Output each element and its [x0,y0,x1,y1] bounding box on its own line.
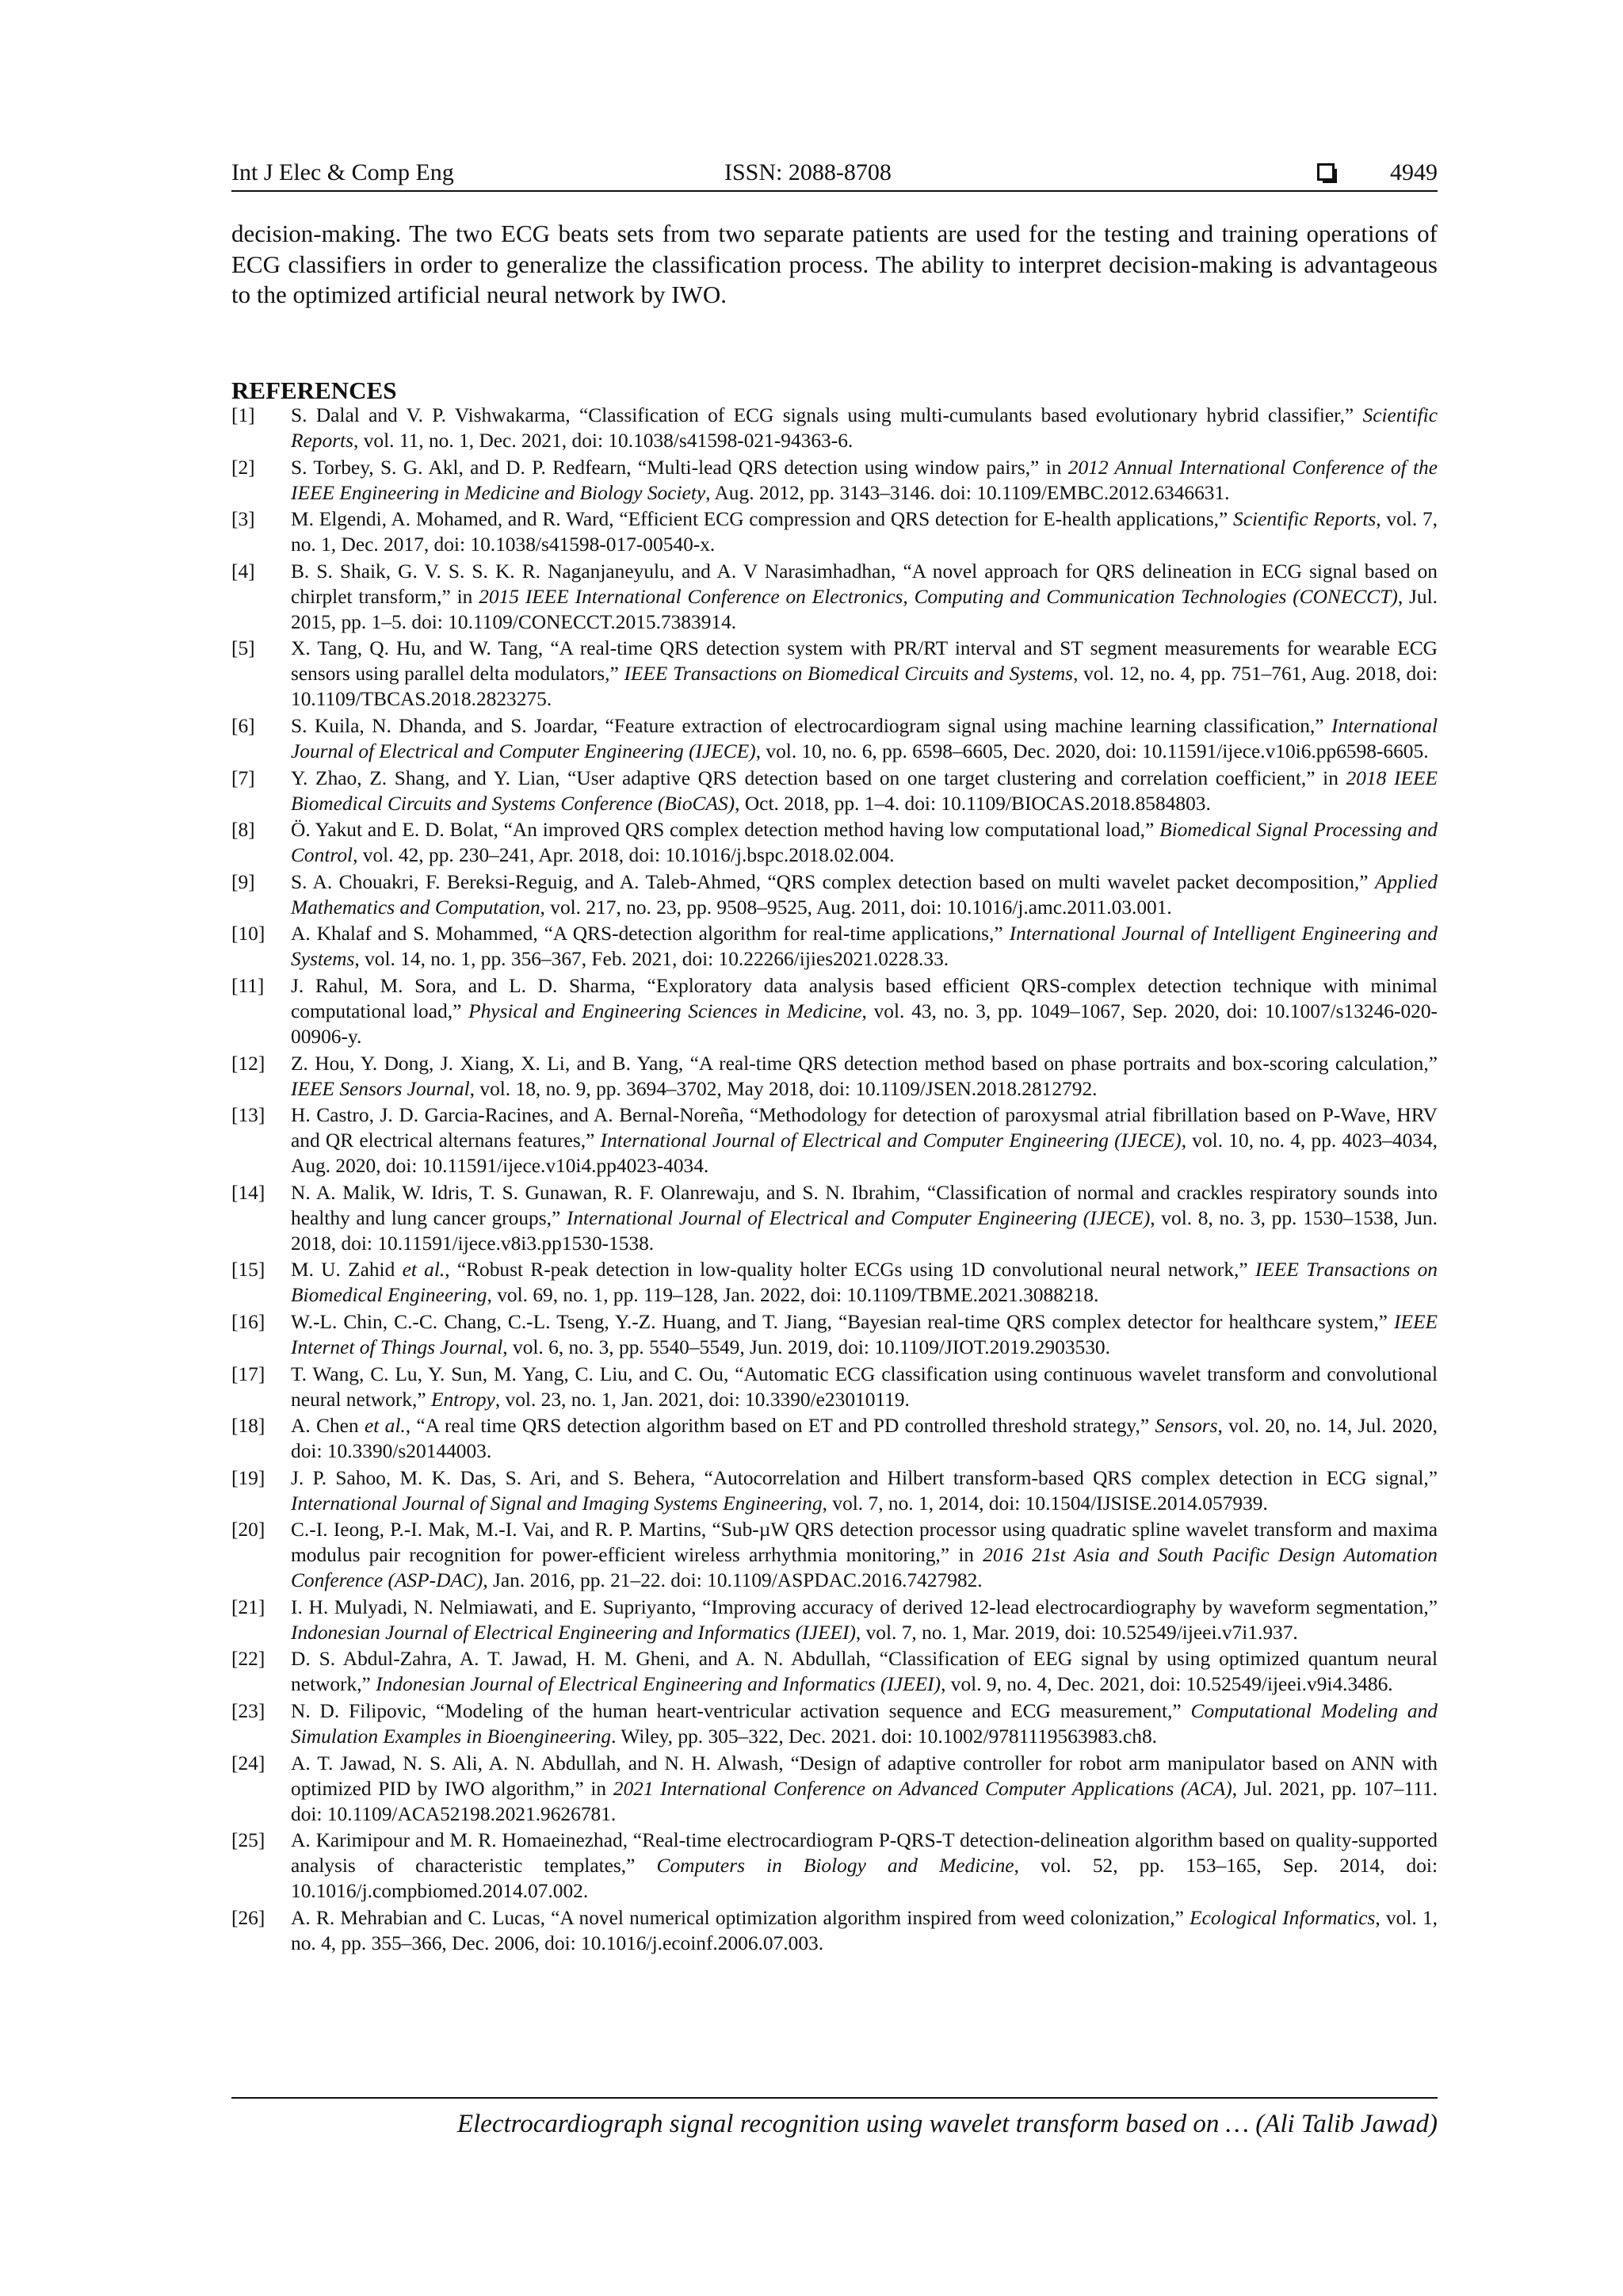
reference-number: [9] [231,870,255,893]
reference-item [231,1362,1438,1412]
reference-number: [4] [231,560,255,583]
reference-details: . Wiley, pp. 305–322, Dec. 2021. doi: 10.1002/9781119563983.ch8. [611,1725,1158,1748]
reference-venue: Computers in Biology and Medicine [656,1855,1014,1878]
reference-item [231,1102,1438,1179]
reference-authors-title: A. R. Mehrabian and C. Lucas, “A novel numerical optimization algorithm inspired from weed colonization,” [291,1906,1190,1929]
reference-venue: IEEE Transactions on Biomedical Engineering [291,1259,1438,1307]
reference-details: , vol. 11, no. 1, Dec. 2021, doi: 10.1038/s41598-021-94363-6. [353,430,854,452]
reference-etal: et al. [364,1415,406,1438]
reference-authors-title: B. S. Shaik, G. V. S. S. K. R. Naganjaneyulu, and A. V Narasimhadhan, “A novel approach for QRS delineation in ECG signal based on chirplet transform,” in [291,560,1438,608]
page-number: 4949 [1390,159,1438,185]
reference-details: , vol. 6, no. 3, pp. 5540–5549, Jun. 2019, doi: 10.1109/JIOT.2019.2903530. [502,1335,1110,1358]
reference-item [231,766,1438,816]
reference-title: , “Robust R-peak detection in low-quality holter ECGs using 1D convolutional neural network,” [445,1259,1255,1282]
references-heading: REFERENCES [231,376,397,404]
reference-venue: International Journal of Electrical and Computer Engineering (IJECE) [291,714,1438,762]
reference-authors-title: I. H. Mulyadi, N. Nelmiawati, and E. Supriyanto, “Improving accuracy of derived 12-lead electrocardiography by waveform segmentation,” [291,1595,1438,1618]
journal-name: Int J Elec & Comp Eng [231,159,454,185]
reference-details: , Jan. 2016, pp. 21–22. doi: 10.1109/ASPDAC.2016.7427982. [483,1569,983,1592]
reference-details: , vol. 23, no. 1, Jan. 2021, doi: 10.3390/e23010119. [495,1388,910,1411]
reference-authors-title: A. Khalaf and S. Mohammed, “A QRS-detection algorithm for real-time applications,” [291,923,1010,946]
reference-item [231,506,1438,557]
reference-details: , vol. 10, no. 4, pp. 4023–4034, Aug. 2020, doi: 10.11591/ijece.v10i4.pp4023-4034. [291,1129,1438,1178]
reference-details: , vol. 9, no. 4, Dec. 2021, doi: 10.52549/ijeei.v9i4.3486. [941,1673,1393,1696]
running-header [231,155,1438,190]
reference-authors-title: A. Karimipour and M. R. Homaeinezhad, “Real-time electrocardiogram P-QRS-T detection-delineation algorithm based on quality-supported analysis of characteristic templates,” [291,1829,1438,1878]
reference-authors-title: S. Kuila, N. Dhanda, and S. Joardar, “Feature extraction of electrocardiogram signal using machine learning classification,” [291,714,1331,737]
reference-item [231,455,1438,506]
reference-authors-title: Ö. Yakut and E. D. Bolat, “An improved QRS complex detection method having low computational load,” [291,819,1160,842]
reference-authors-title: W.-L. Chin, C.-C. Chang, C.-L. Tseng, Y.-Z. Huang, and T. Jiang, “Bayesian real-time QRS complex detector for healthcare system,” [291,1310,1395,1333]
reference-authors-title: S. Dalal and V. P. Vishwakarma, “Classification of ECG signals using multi-cumulants based evolutionary hybrid classifier,” [291,404,1363,426]
reference-details: , vol. 10, no. 6, pp. 6598–6605, Dec. 2020, doi: 10.11591/ijece.v10i6.pp6598-6605. [755,739,1429,762]
reference-number: [19] [231,1466,265,1489]
header-rule [231,190,1438,192]
reference-authors-title: S. A. Chouakri, F. Bereksi-Reguig, and A. Taleb-Ahmed, “QRS complex detection based on multi wavelet packet decomposition,” [291,870,1376,893]
running-footer: Electrocardiograph signal recognition using wavelet transform based on … (Ali Talib Jawad) [456,2110,1438,2138]
body-paragraph [231,219,1438,311]
reference-venue: 2012 Annual International Conference of the IEEE Engineering in Medicine and Biology Society [291,456,1438,504]
reference-venue: 2021 International Conference on Advanced Computer Applications (ACA) [613,1777,1232,1800]
reference-number: [7] [231,766,255,789]
reference-number: [2] [231,456,255,479]
reference-details: , vol. 12, no. 4, pp. 751–761, Aug. 2018, doi: 10.1109/TBCAS.2018.2823275. [291,663,1438,711]
reference-authors-title: S. Torbey, S. G. Akl, and D. P. Redfearn, “Multi-lead QRS detection using window pairs,” in [291,456,1068,479]
reference-venue: Physical and Engineering Sciences in Medicine [468,999,862,1022]
reference-venue: IEEE Transactions on Biomedical Circuits and Systems [624,663,1074,686]
reference-details: , vol. 8, no. 3, pp. 1530–1538, Jun. 2018, doi: 10.11591/ijece.v8i3.pp1530-1538. [291,1206,1438,1255]
reference-authors-title: A. T. Jawad, N. S. Ali, A. N. Abdullah, and N. H. Alwash, “Design of adaptive controller for robot arm manipulator based on ANN with optimized PID by IWO algorithm,” in [291,1752,1438,1800]
reference-item [231,1517,1438,1593]
reference-item [231,921,1438,972]
reference-number: [10] [231,923,265,946]
reference-details: , vol. 7, no. 1, Dec. 2017, doi: 10.1038/s41598-017-00540-x. [291,508,1438,556]
reference-etal: et al. [402,1259,445,1282]
reference-item [231,817,1438,868]
reference-number: [26] [231,1906,265,1929]
reference-number: [8] [231,819,255,842]
reference-details: , vol. 7, no. 1, 2014, doi: 10.1504/IJSISE.2014.057939. [822,1492,1268,1515]
reference-details: , vol. 1, no. 4, pp. 355–366, Dec. 2006, doi: 10.1016/j.ecoinf.2006.07.003. [291,1906,1438,1954]
reference-item [231,869,1438,920]
reference-item [231,1698,1438,1749]
reference-authors-title: N. D. Filipovic, “Modeling of the human heart-ventricular activation sequence and ECG measurement,” [291,1700,1191,1723]
reference-number: [25] [231,1829,265,1852]
reference-authors-title: J. P. Sahoo, M. K. Das, S. Ari, and S. Behera, “Autocorrelation and Hilbert transform-based QRS complex detection in ECG signal,” [291,1466,1438,1489]
reference-item [231,1465,1438,1516]
reference-venue: Computational Modeling and Simulation Examples in Bioengineering [291,1700,1438,1748]
reference-details: , vol. 217, no. 23, pp. 9508–9525, Aug. 2011, doi: 10.1016/j.amc.2011.03.001. [540,896,1172,919]
reference-number: [22] [231,1648,265,1671]
reference-authors-title: J. Rahul, M. Sora, and L. D. Sharma, “Exploratory data analysis based efficient QRS-complex detection technique with minimal computational load,” [291,974,1438,1022]
reference-number: [11] [231,974,265,997]
reference-authors-title: H. Castro, J. D. Garcia-Racines, and A. Bernal-Noreña, “Methodology for detection of paroxysmal atrial fibrillation based on P-Wave, HRV and QR electrical alternans features,” [291,1104,1438,1152]
reference-item [231,713,1438,764]
reference-venue: IEEE Sensors Journal [291,1077,470,1100]
reference-number: [18] [231,1415,265,1438]
reference-authors-title: Z. Hou, Y. Dong, J. Xiang, X. Li, and B. Yang, “A real-time QRS detection method based on phase portraits and box-scoring calculation,” [291,1052,1438,1075]
reference-details: , vol. 20, no. 14, Jul. 2020, doi: 10.3390/s20144003. [291,1415,1438,1463]
reference-details: , vol. 52, pp. 153–165, Sep. 2014, doi: 10.1016/j.compbiomed.2014.07.002. [291,1855,1438,1903]
reference-number: [13] [231,1104,265,1127]
reference-venue: International Journal of Signal and Imaging Systems Engineering [291,1492,823,1515]
reference-venue: Applied Mathematics and Computation [291,870,1438,919]
reference-number: [17] [231,1362,265,1385]
reference-item [231,1751,1438,1827]
reference-item [231,973,1438,1049]
checkbox-square-icon [1317,163,1335,181]
reference-number: [24] [231,1752,265,1775]
reference-item [231,1309,1438,1360]
reference-number: [1] [231,404,255,426]
reference-details: , Oct. 2018, pp. 1–4. doi: 10.1109/BIOCAS.2018.8584803. [735,792,1211,815]
reference-details: , vol. 14, no. 1, pp. 356–367, Feb. 2021, doi: 10.22266/ijies2021.0228.33. [354,948,949,971]
reference-venue: Scientific Reports [1233,508,1377,531]
reference-details: , vol. 18, no. 9, pp. 3694–3702, May 2018, doi: 10.1109/JSEN.2018.2812792. [469,1077,1098,1100]
reference-item [231,1905,1438,1956]
reference-venue: Indonesian Journal of Electrical Engineering and Informatics (IJEEI) [291,1621,856,1644]
reference-authors-title: D. S. Abdul-Zahra, A. T. Jawad, H. M. Gheni, and A. N. Abdullah, “Classification of EEG signal by using optimized quantum neural network,” [291,1648,1438,1696]
reference-venue: International Journal of Electrical and Computer Engineering (IJECE) [600,1129,1182,1152]
reference-number: [5] [231,637,255,660]
issn: ISSN: 2088-8708 [724,159,892,185]
footer-rule [231,2097,1438,2099]
reference-details: , vol. 43, no. 3, pp. 1049–1067, Sep. 2020, doi: 10.1007/s13246-020-00906-y. [291,999,1438,1048]
paragraph-text: decision-making. The two ECG beats sets from two separate patients are used for the testing and training operations of ECG classifiers in order to generalize the classification process. The ability to interpret decision-making is advantageous to the optimized artificial neural network by IWO. [231,220,1438,308]
reference-authors-title: Y. Zhao, Z. Shang, and Y. Lian, “User adaptive QRS detection based on one target clustering and correlation coefficient,” in [291,766,1346,789]
reference-item [231,559,1438,635]
reference-venue: 2018 IEEE Biomedical Circuits and Systems Conference (BioCAS) [291,766,1438,815]
reference-venue: International Journal of Electrical and Computer Engineering (IJECE) [566,1206,1151,1229]
reference-item [231,1413,1438,1464]
reference-details: , Aug. 2012, pp. 3143–3146. doi: 10.1109/EMBC.2012.6346631. [705,481,1230,504]
reference-venue: Indonesian Journal of Electrical Engineering and Informatics (IJEEI) [376,1673,941,1696]
reference-authors-title: X. Tang, Q. Hu, and W. Tang, “A real-time QRS detection system with PR/RT interval and ST segment measurements for wearable ECG sensors using parallel delta modulators,” [291,637,1438,686]
reference-number: [16] [231,1310,265,1333]
reference-number: [14] [231,1181,265,1204]
reference-venue: Scientific Reports [291,404,1438,452]
reference-title: , “A real time QRS detection algorithm based on ET and PD controlled threshold strategy,” [405,1415,1155,1438]
reference-venue: Sensors [1155,1415,1218,1438]
reference-number: [6] [231,714,255,737]
reference-number: [20] [231,1519,265,1541]
reference-number: [21] [231,1595,265,1618]
references-list [231,403,1438,1957]
reference-item [231,1257,1438,1308]
reference-number: [15] [231,1259,265,1282]
reference-venue: 2015 IEEE International Conference on Electronics, Computing and Communication Technologies (CONECCT) [479,585,1398,608]
reference-venue: International Journal of Intelligent Engineering and Systems [291,923,1438,971]
reference-venue: IEEE Internet of Things Journal [291,1310,1438,1358]
reference-item [231,1646,1438,1697]
reference-details: , Jul. 2021, pp. 107–111. doi: 10.1109/ACA52198.2021.9626781. [291,1777,1438,1825]
reference-authors-title: M. Elgendi, A. Mohamed, and R. Ward, “Efficient ECG compression and QRS detection for E-health applications,” [291,508,1234,531]
reference-venue: Ecological Informatics [1190,1906,1376,1929]
reference-item [231,1595,1438,1645]
reference-details: , Jul. 2015, pp. 1–5. doi: 10.1109/CONECCT.2015.7383914. [291,585,1438,633]
reference-number: [12] [231,1052,265,1075]
reference-item [231,1051,1438,1102]
reference-authors-title: C.-I. Ieong, P.-I. Mak, M.-I. Vai, and R. P. Martins, “Sub-µW QRS detection processor using quadratic spline wavelet transform and maxima modulus pair recognition for power-efficient wireless arrhythmia monitoring,” in [291,1519,1438,1567]
reference-authors-title: N. A. Malik, W. Idris, T. S. Gunawan, R. F. Olanrewaju, and S. N. Ibrahim, “Classification of normal and crackles respiratory sounds into healthy and lung cancer groups,” [291,1181,1438,1229]
reference-authors-title: T. Wang, C. Lu, Y. Sun, M. Yang, C. Liu, and C. Ou, “Automatic ECG classification using continuous wavelet transform and convolutional neural network,” [291,1362,1438,1411]
reference-venue: Biomedical Signal Processing and Control [291,819,1438,867]
reference-authors-title: A. Chen [291,1415,365,1438]
reference-item [231,403,1438,453]
reference-venue: Entropy [430,1388,495,1411]
reference-item [231,1828,1438,1904]
reference-venue: 2016 21st Asia and South Pacific Design Automation Conference (ASP-DAC) [291,1544,1438,1592]
reference-item [231,1180,1438,1256]
reference-number: [23] [231,1700,265,1723]
reference-item [231,636,1438,712]
reference-number: [3] [231,508,255,531]
reference-authors-title: M. U. Zahid [291,1259,403,1282]
reference-details: , vol. 7, no. 1, Mar. 2019, doi: 10.52549/ijeei.v7i1.937. [855,1621,1298,1644]
reference-details: , vol. 42, pp. 230–241, Apr. 2018, doi: 10.1016/j.bspc.2018.02.004. [353,844,895,867]
reference-details: , vol. 69, no. 1, pp. 119–128, Jan. 2022, doi: 10.1109/TBME.2021.3088218. [487,1284,1099,1307]
